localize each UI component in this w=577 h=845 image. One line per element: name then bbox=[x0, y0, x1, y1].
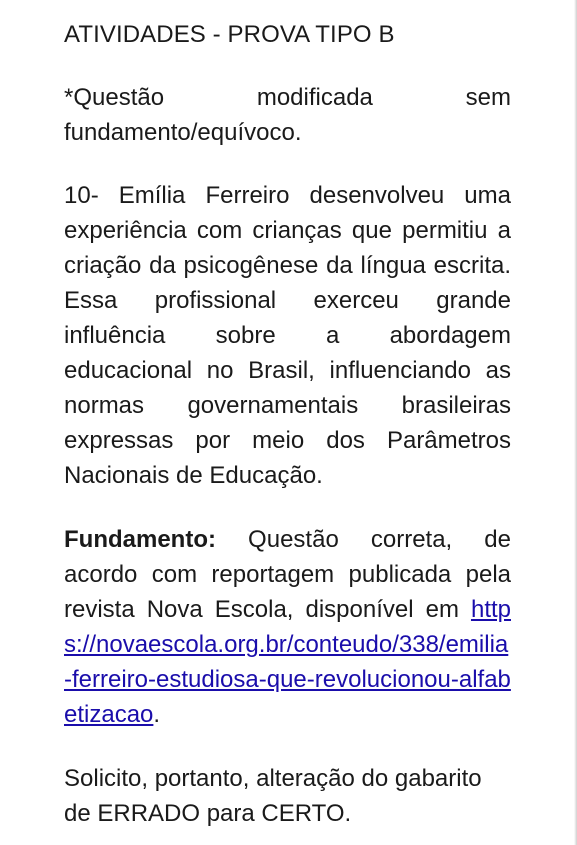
question-text: 10- Emília Ferreiro desenvolveu uma experiência com crianças que permitiu a criação da psicogênese da língua escrita. Essa profissional exerceu grande influência sobre a abordagem educacional no Brasil, influenciando as normas governamentais brasileiras expressas por meio dos Parâmetros Nacionais de Educação. bbox=[64, 182, 511, 489]
fundamento-text: Questão correta, de acordo com reportagem publicada pela revista Nova Escola, disponível em bbox=[64, 526, 511, 623]
fundamento-label: Fundamento: bbox=[64, 526, 216, 553]
fundamento-paragraph bbox=[64, 522, 511, 732]
page-title: ATIVIDADES - PROVA TIPO B bbox=[64, 21, 395, 48]
fundamento-period: . bbox=[153, 701, 161, 728]
modification-note-text: *Questão modificada sem fundamento/equívoco. bbox=[64, 84, 511, 146]
modification-note bbox=[64, 80, 511, 150]
source-link[interactable]: https://novaescola.org.br/conteudo/338/emilia-ferreiro-estudiosa-que-revolucionou-alfabetizacao bbox=[64, 596, 511, 728]
request-text: Solicito, portanto, alteração do gabarito de ERRADO para CERTO. bbox=[64, 765, 482, 827]
